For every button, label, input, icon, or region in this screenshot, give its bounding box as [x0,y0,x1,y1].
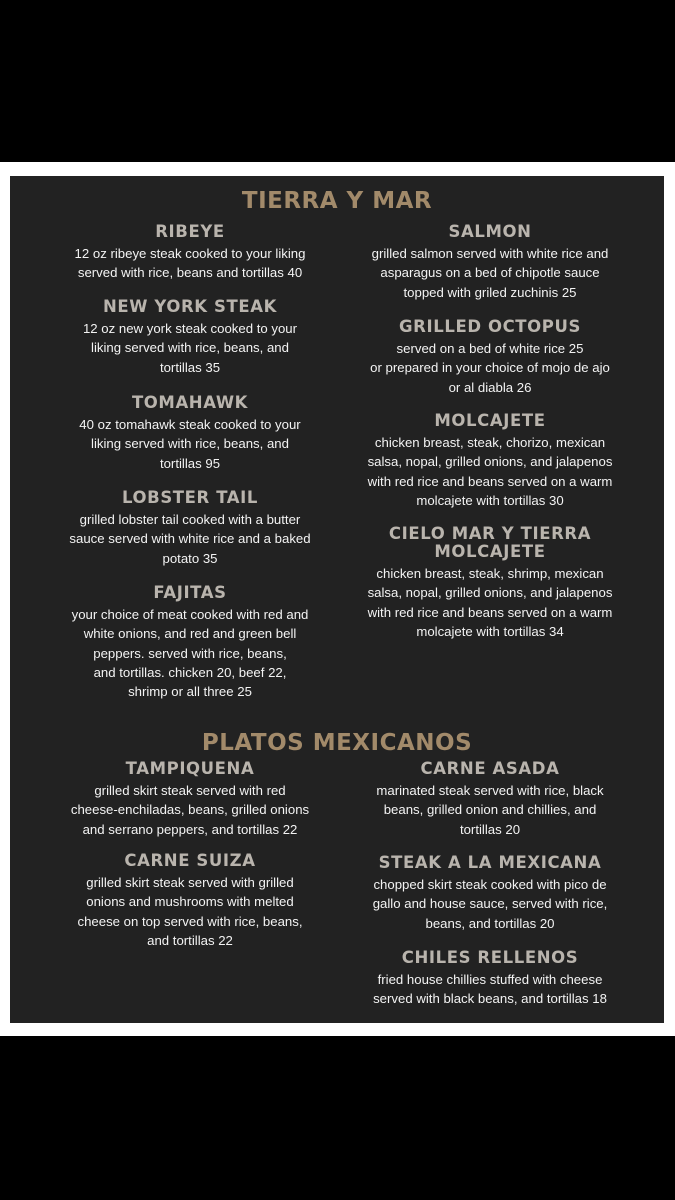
menu-item-description: chicken breast, steak, shrimp, mexican salsa, nopal, grilled onions, and jalapenos with red rice and beans served on a warm molcajete with tortillas 34 [367,566,613,639]
menu-item-tampiquena [56,760,324,839]
menu-item-carne-asada [353,760,627,839]
menu-item-fajitas [56,584,324,701]
menu-item-name: TAMPIQUENA [125,759,255,778]
menu-item-description: fried house chillies stuffed with cheese served with black beans, and tortillas 18 [373,972,607,1007]
menu-item-description: chicken breast, steak, chorizo, mexican salsa, nopal, grilled onions, and jalapenos with red rice and beans served on a warm molcajete with tortillas 30 [367,435,613,508]
menu-item-name: CARNE ASADA [420,759,560,778]
menu-item-description: grilled skirt steak served with grilled onions and mushrooms with melted cheese on top served with rice, beans, and tortillas 22 [77,875,303,948]
menu-item-description: grilled lobster tail cooked with a butter sauce served with white rice and a baked potato 35 [69,512,311,566]
menu-item-description: 12 oz new york steak cooked to your liking served with rice, beans, and tortillas 35 [82,321,298,375]
menu-item-name: GRILLED OCTOPUS [399,317,581,336]
menu-item-carne-suiza [56,852,324,950]
menu-item-lobster-tail [56,489,324,568]
menu-item-tomahawk [56,394,324,473]
menu-item-description: 40 oz tomahawk steak cooked to your liking served with rice, beans, and tortillas 95 [79,417,301,471]
menu-item-molcajete [353,412,627,510]
menu-item-name: NEW YORK STEAK [102,297,277,316]
section-title-platos-mexicanos: PLATOS MEXICANOS [201,730,473,756]
menu-item-cielo-mar-y-tierra-molcajete [353,525,627,641]
menu-item-new-york-steak [56,298,324,377]
menu-item-description: served on a bed of white rice 25 or prepared in your choice of mojo de ajo or al diabla 26 [370,341,610,395]
menu-item-name: SALMON [448,222,532,241]
menu-item-name: CARNE SUIZA [124,851,256,870]
menu-item-name: LOBSTER TAIL [122,488,258,507]
menu-item-name: FAJITAS [153,583,227,602]
menu-item-name: RIBEYE [155,222,225,241]
menu-item-name: MOLCAJETE [434,411,546,430]
menu-item-description: grilled skirt steak served with red cheese-enchiladas, beans, grilled onions and serrano peppers, and tortillas 22 [70,783,310,837]
menu-item-salmon [353,223,627,302]
menu-item-chiles-rellenos [353,949,627,1009]
menu-item-description: marinated steak served with rice, black beans, grilled onion and chillies, and tortillas 20 [376,783,604,837]
menu-item-ribeye [56,223,324,283]
section-title-tierra-y-mar: TIERRA Y MAR [241,188,433,214]
menu-item-name: CHILES RELLENOS [401,948,579,967]
menu-item-description: 12 oz ribeye steak cooked to your liking served with rice, beans and tortillas 40 [74,246,306,281]
menu-item-description: your choice of meat cooked with red and white onions, and red and green bell peppers. served with rice, beans, and tortillas. chicken 20, beef 22, shrimp or all three 25 [71,607,309,700]
menu-item-description: grilled salmon served with white rice and asparagus on a bed of chipotle sauce topped with griled zuchinis 25 [371,246,609,300]
menu-item-grilled-octopus [353,318,627,397]
menu-item-name: TOMAHAWK [131,393,249,412]
menu-item-name: CIELO MAR Y TIERRA MOLCAJETE [388,524,592,561]
menu-board [10,176,664,1023]
menu-item-steak-a-la-mexicana [353,854,627,933]
menu-item-description: chopped skirt steak cooked with pico de gallo and house sauce, served with rice, beans, and tortillas 20 [372,877,608,931]
menu-item-name: STEAK A LA MEXICANA [378,853,602,872]
